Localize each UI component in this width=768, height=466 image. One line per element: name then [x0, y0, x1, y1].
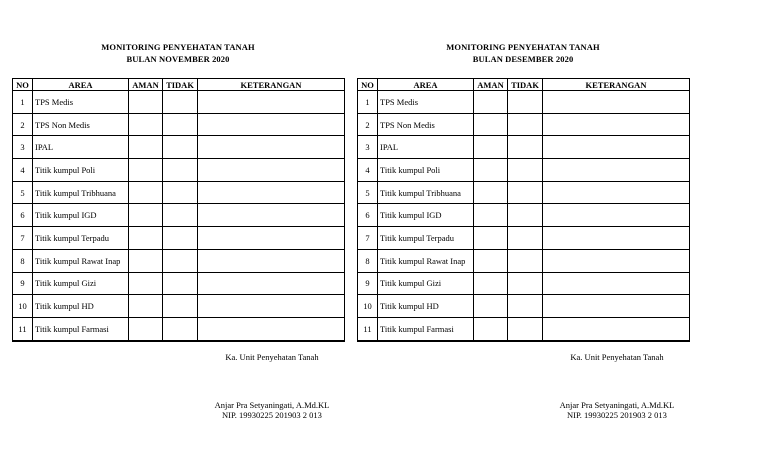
cell-area: Titik kumpul Terpadu: [378, 227, 474, 250]
header-tidak: TIDAK: [163, 79, 198, 91]
table-row: [13, 317, 345, 340]
cell-aman: [129, 136, 163, 159]
sheet-subtitle: BULAN NOVEMBER 2020: [126, 54, 230, 64]
cell-keterangan: [543, 113, 690, 136]
table-row: [358, 317, 690, 340]
signature-name: Anjar Pra Setyaningati, A.Md.KL: [559, 400, 675, 410]
cell-keterangan: [543, 317, 690, 340]
cell-no: 5: [13, 181, 33, 204]
cell-area: Titik kumpul Terpadu: [33, 227, 129, 250]
cell-tidak: [163, 317, 198, 340]
table-row: [358, 113, 690, 136]
cell-tidak: [508, 204, 543, 227]
monitoring-table: [12, 78, 345, 342]
cell-area: TPS Medis: [33, 91, 129, 114]
cell-aman: [129, 227, 163, 250]
cell-tidak: [163, 249, 198, 272]
signature-nip: NIP. 19930225 201903 2 013: [567, 410, 667, 420]
table-header-row: [13, 79, 345, 91]
signature-name: Anjar Pra Setyaningati, A.Md.KL: [214, 400, 330, 410]
cell-area: Titik kumpul Farmasi: [33, 317, 129, 340]
cell-tidak: [163, 113, 198, 136]
sheet-title: MONITORING PENYEHATAN TANAH: [101, 42, 255, 52]
cell-keterangan: [543, 159, 690, 182]
cell-aman: [129, 204, 163, 227]
cell-aman: [474, 295, 508, 318]
cell-area: Titik kumpul Tribhuana: [378, 181, 474, 204]
cell-no: 8: [358, 249, 378, 272]
table-row: [358, 227, 690, 250]
cell-aman: [474, 249, 508, 272]
cell-no: 2: [358, 113, 378, 136]
cell-tidak: [508, 249, 543, 272]
cell-area: Titik kumpul Farmasi: [378, 317, 474, 340]
header-area: AREA: [378, 79, 474, 91]
cell-no: 4: [13, 159, 33, 182]
cell-area: Titik kumpul IGD: [378, 204, 474, 227]
cell-tidak: [508, 113, 543, 136]
cell-area: TPS Non Medis: [378, 113, 474, 136]
table-row: [13, 136, 345, 159]
cell-aman: [129, 159, 163, 182]
table-row: [13, 272, 345, 295]
cell-aman: [129, 317, 163, 340]
cell-tidak: [508, 181, 543, 204]
cell-area: Titik kumpul Tribhuana: [33, 181, 129, 204]
cell-area: IPAL: [378, 136, 474, 159]
cell-area: Titik kumpul Gizi: [33, 272, 129, 295]
cell-tidak: [508, 136, 543, 159]
cell-keterangan: [543, 136, 690, 159]
sheet-subtitle: BULAN DESEMBER 2020: [472, 54, 574, 64]
cell-tidak: [163, 227, 198, 250]
cell-no: 1: [13, 91, 33, 114]
cell-keterangan: [198, 181, 345, 204]
cell-no: 3: [358, 136, 378, 159]
cell-keterangan: [543, 227, 690, 250]
table-row: [358, 136, 690, 159]
table-row: [358, 91, 690, 114]
cell-aman: [474, 136, 508, 159]
cell-tidak: [508, 295, 543, 318]
cell-aman: [129, 295, 163, 318]
cell-no: 10: [358, 295, 378, 318]
cell-area: Titik kumpul Gizi: [378, 272, 474, 295]
cell-aman: [474, 317, 508, 340]
cell-area: Titik kumpul Rawat Inap: [378, 249, 474, 272]
cell-area: Titik kumpul IGD: [33, 204, 129, 227]
cell-area: TPS Medis: [378, 91, 474, 114]
cell-no: 5: [358, 181, 378, 204]
cell-area: Titik kumpul HD: [33, 295, 129, 318]
cell-tidak: [508, 317, 543, 340]
header-area: AREA: [33, 79, 129, 91]
cell-area: IPAL: [33, 136, 129, 159]
cell-tidak: [163, 91, 198, 114]
table-row: [358, 249, 690, 272]
table-row: [13, 249, 345, 272]
cell-aman: [474, 159, 508, 182]
cell-no: 8: [13, 249, 33, 272]
cell-tidak: [163, 295, 198, 318]
cell-keterangan: [198, 317, 345, 340]
cell-no: 1: [358, 91, 378, 114]
cell-no: 3: [13, 136, 33, 159]
cell-aman: [474, 113, 508, 136]
cell-keterangan: [198, 295, 345, 318]
cell-aman: [474, 204, 508, 227]
cell-no: 6: [358, 204, 378, 227]
signature-role: Ka. Unit Penyehatan Tanah: [570, 352, 664, 362]
cell-keterangan: [198, 91, 345, 114]
cell-keterangan: [198, 136, 345, 159]
cell-keterangan: [543, 249, 690, 272]
header-keterangan: KETERANGAN: [198, 79, 345, 91]
header-no: NO: [13, 79, 33, 91]
cell-no: 10: [13, 295, 33, 318]
table-row: [358, 181, 690, 204]
cell-tidak: [163, 136, 198, 159]
cell-aman: [129, 113, 163, 136]
signature-role: Ka. Unit Penyehatan Tanah: [225, 352, 319, 362]
header-no: NO: [358, 79, 378, 91]
cell-aman: [474, 91, 508, 114]
table-row: [13, 227, 345, 250]
cell-area: Titik kumpul Poli: [378, 159, 474, 182]
sheet-title: MONITORING PENYEHATAN TANAH: [446, 42, 600, 52]
monitoring-table: [357, 78, 690, 342]
table-row: [358, 204, 690, 227]
cell-tidak: [508, 272, 543, 295]
table-row: [358, 295, 690, 318]
cell-keterangan: [198, 204, 345, 227]
cell-keterangan: [543, 204, 690, 227]
table-row: [13, 295, 345, 318]
cell-area: Titik kumpul HD: [378, 295, 474, 318]
cell-tidak: [508, 227, 543, 250]
cell-no: 11: [13, 317, 33, 340]
header-keterangan: KETERANGAN: [543, 79, 690, 91]
cell-tidak: [163, 272, 198, 295]
cell-no: 2: [13, 113, 33, 136]
cell-keterangan: [543, 295, 690, 318]
cell-aman: [129, 181, 163, 204]
cell-no: 9: [13, 272, 33, 295]
header-tidak: TIDAK: [508, 79, 543, 91]
cell-aman: [129, 272, 163, 295]
table-row: [13, 159, 345, 182]
cell-area: Titik kumpul Rawat Inap: [33, 249, 129, 272]
cell-aman: [474, 272, 508, 295]
cell-no: 9: [358, 272, 378, 295]
cell-aman: [129, 91, 163, 114]
table-row: [358, 272, 690, 295]
cell-keterangan: [198, 113, 345, 136]
cell-keterangan: [198, 249, 345, 272]
cell-keterangan: [198, 227, 345, 250]
table-row: [13, 113, 345, 136]
table-row: [13, 91, 345, 114]
cell-aman: [474, 227, 508, 250]
cell-tidak: [508, 159, 543, 182]
cell-tidak: [163, 204, 198, 227]
cell-keterangan: [198, 272, 345, 295]
cell-no: 4: [358, 159, 378, 182]
cell-area: Titik kumpul Poli: [33, 159, 129, 182]
table-row: [13, 181, 345, 204]
cell-no: 7: [358, 227, 378, 250]
header-aman: AMAN: [474, 79, 508, 91]
cell-aman: [129, 249, 163, 272]
table-row: [13, 204, 345, 227]
cell-keterangan: [543, 91, 690, 114]
cell-no: 7: [13, 227, 33, 250]
cell-keterangan: [543, 181, 690, 204]
cell-tidak: [508, 91, 543, 114]
table-header-row: [358, 79, 690, 91]
cell-area: TPS Non Medis: [33, 113, 129, 136]
cell-no: 6: [13, 204, 33, 227]
cell-keterangan: [543, 272, 690, 295]
signature-nip: NIP. 19930225 201903 2 013: [222, 410, 322, 420]
table-row: [358, 159, 690, 182]
cell-tidak: [163, 181, 198, 204]
cell-aman: [474, 181, 508, 204]
cell-tidak: [163, 159, 198, 182]
header-aman: AMAN: [129, 79, 163, 91]
cell-keterangan: [198, 159, 345, 182]
cell-no: 11: [358, 317, 378, 340]
